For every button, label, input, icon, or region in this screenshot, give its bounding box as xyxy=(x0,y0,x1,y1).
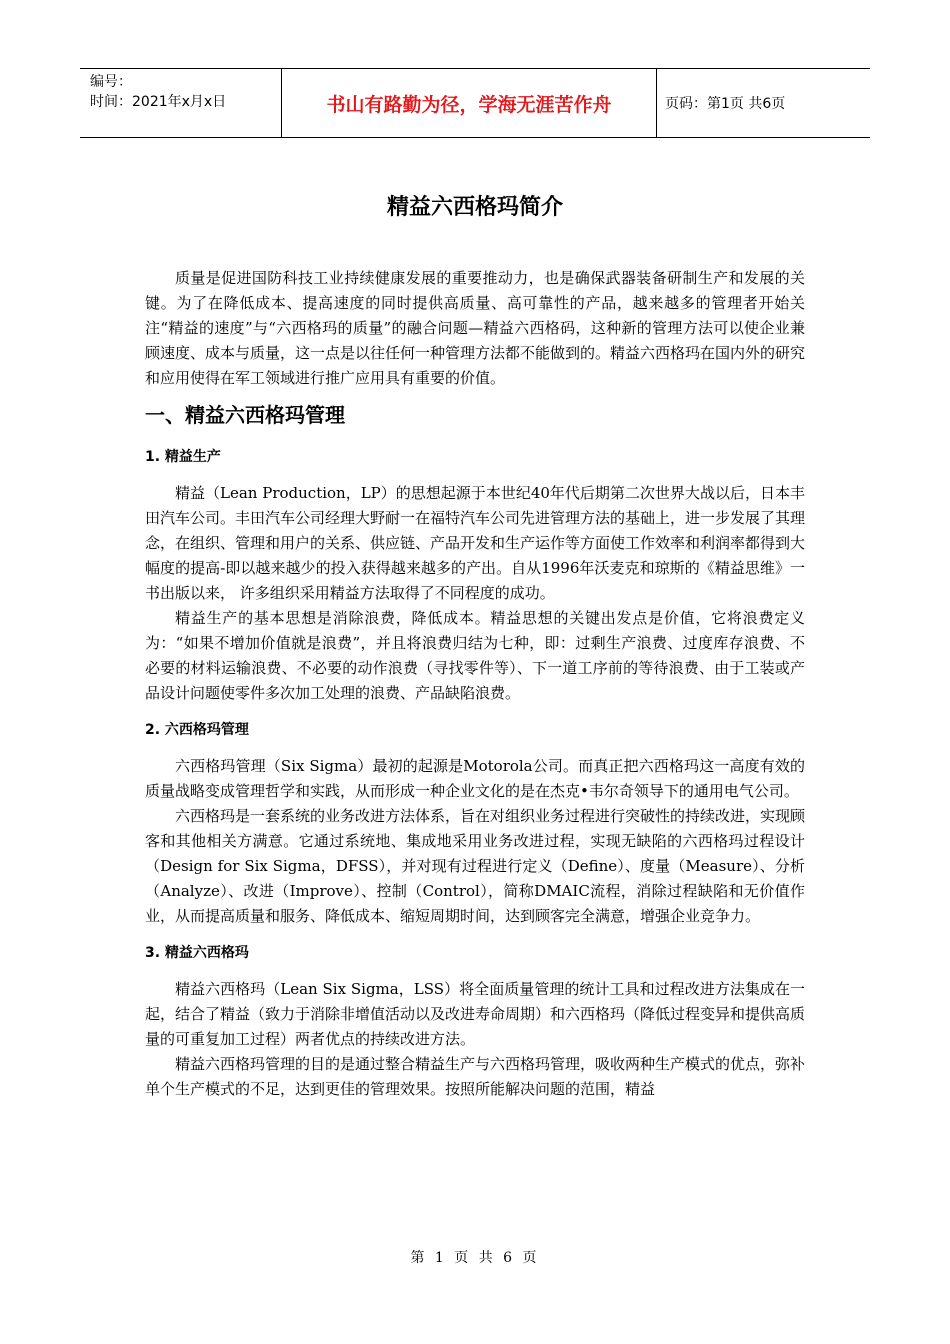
subsection-heading-six-sigma: 2. 六西格玛管理 xyxy=(145,722,249,738)
intro-paragraph: 质量是促进国防科技工业持续健康发展的重要推动力，也是确保武器装备研制生产和发展的关键。为了在降低成本、提高速度的同时提供高质量、高可靠性的产品，越来越多的管理者开始关注“精益的速度”与“六西格玛的质量”的融合问题—精益六西格码，这种新的管理方法可以使企业兼顾速度、成本与质量，这一点是以往任何一种管理方法都不能做到的。精益六西格玛在国内外的研究和应用使得在军工领域进行推广应用具有重要的价值。 xyxy=(145,269,806,387)
header-page-info: 页码：第1页 共6页 xyxy=(665,96,786,112)
section-heading: 一、精益六西格玛管理 xyxy=(145,403,345,427)
paragraph: 六西格玛是一套系统的业务改进方法体系，旨在对组织业务过程进行突破性的持续改进，实现顾客和其他相关方满意。它通过系统地、集成地采用业务改进过程，实现无缺陷的六西格玛过程设计（Design for Six Sigma，DFSS），并对现有过程进行定义（Define）、度量（Measure）、分析（Analyze）、改进（Improve）、控制（Control），简称DMAIC流程，消除过程缺陷和无价值作业，从而提高质量和服务、降低成本、缩短周期时间，达到顾客完全满意，增强企业竞争力。 xyxy=(145,807,806,925)
paragraph: 精益（Lean Production，LP）的思想起源于本世纪40年代后期第二次世界大战以后，日本丰田汽车公司。丰田汽车公司经理大野耐一在福特汽车公司先进管理方法的基础上，进一步发展了其理念，在组织、管理和用户的关系、供应链、产品开发和生产运作等方面使工作效率和利润率都得到大幅度的提高-即以越来越少的投入获得越来越多的产出。自从1996年沃麦克和琼斯的《精益思维》一书出版以来， 许多组织采用精益方法取得了不同程度的成功。 xyxy=(145,484,806,602)
document-body xyxy=(145,188,805,1102)
number-label: 编号： xyxy=(90,74,132,90)
subsection-heading-lean: 1. 精益生产 xyxy=(145,449,221,465)
paragraph: 精益六西格玛（Lean Six Sigma，LSS）将全面质量管理的统计工具和过程改进方法集成在一起，结合了精益（致力于消除非增值活动以及改进寿命周期）和六西格玛（降低过程变异和提供高质量的可重复加工过程）两者优点的持续改进方法。 xyxy=(145,980,806,1048)
paragraph: 六西格玛管理（Six Sigma）最初的起源是Motorola公司。而真正把六西格玛这一高度有效的质量战略变成管理哲学和实践，从而形成一种企业文化的是在杰克•韦尔奇领导下的通用电气公司。 xyxy=(145,757,805,800)
subsection-heading-lean-six-sigma: 3. 精益六西格玛 xyxy=(145,945,249,961)
page-footer: 第 1 页 共 6 页 xyxy=(410,1250,540,1266)
paragraph: 精益生产的基本思想是消除浪费，降低成本。精益思想的关键出发点是价值，它将浪费定义为：“如果不增加价值就是浪费”，并且将浪费归结为七种，即：过剩生产浪费、过度库存浪费、不必要的材料运输浪费、不必要的动作浪费（寻找零件等）、下一道工序前的等待浪费、由于工装或产品设计问题使零件多次加工处理的浪费、产品缺陷浪费。 xyxy=(145,609,805,702)
paragraph: 精益六西格玛管理的目的是通过整合精益生产与六西格玛管理，吸收两种生产模式的优点，弥补单个生产模式的不足，达到更佳的管理效果。按照所能解决问题的范围，精益 xyxy=(145,1055,806,1098)
header-motto: 书山有路勤为径，学海无涯苦作舟 xyxy=(282,69,657,137)
header-table xyxy=(80,68,870,138)
header-meta-cell xyxy=(80,69,282,137)
document-title: 精益六西格玛简介 xyxy=(386,195,563,220)
time-label: 时间：2021年x月x日 xyxy=(90,94,227,110)
